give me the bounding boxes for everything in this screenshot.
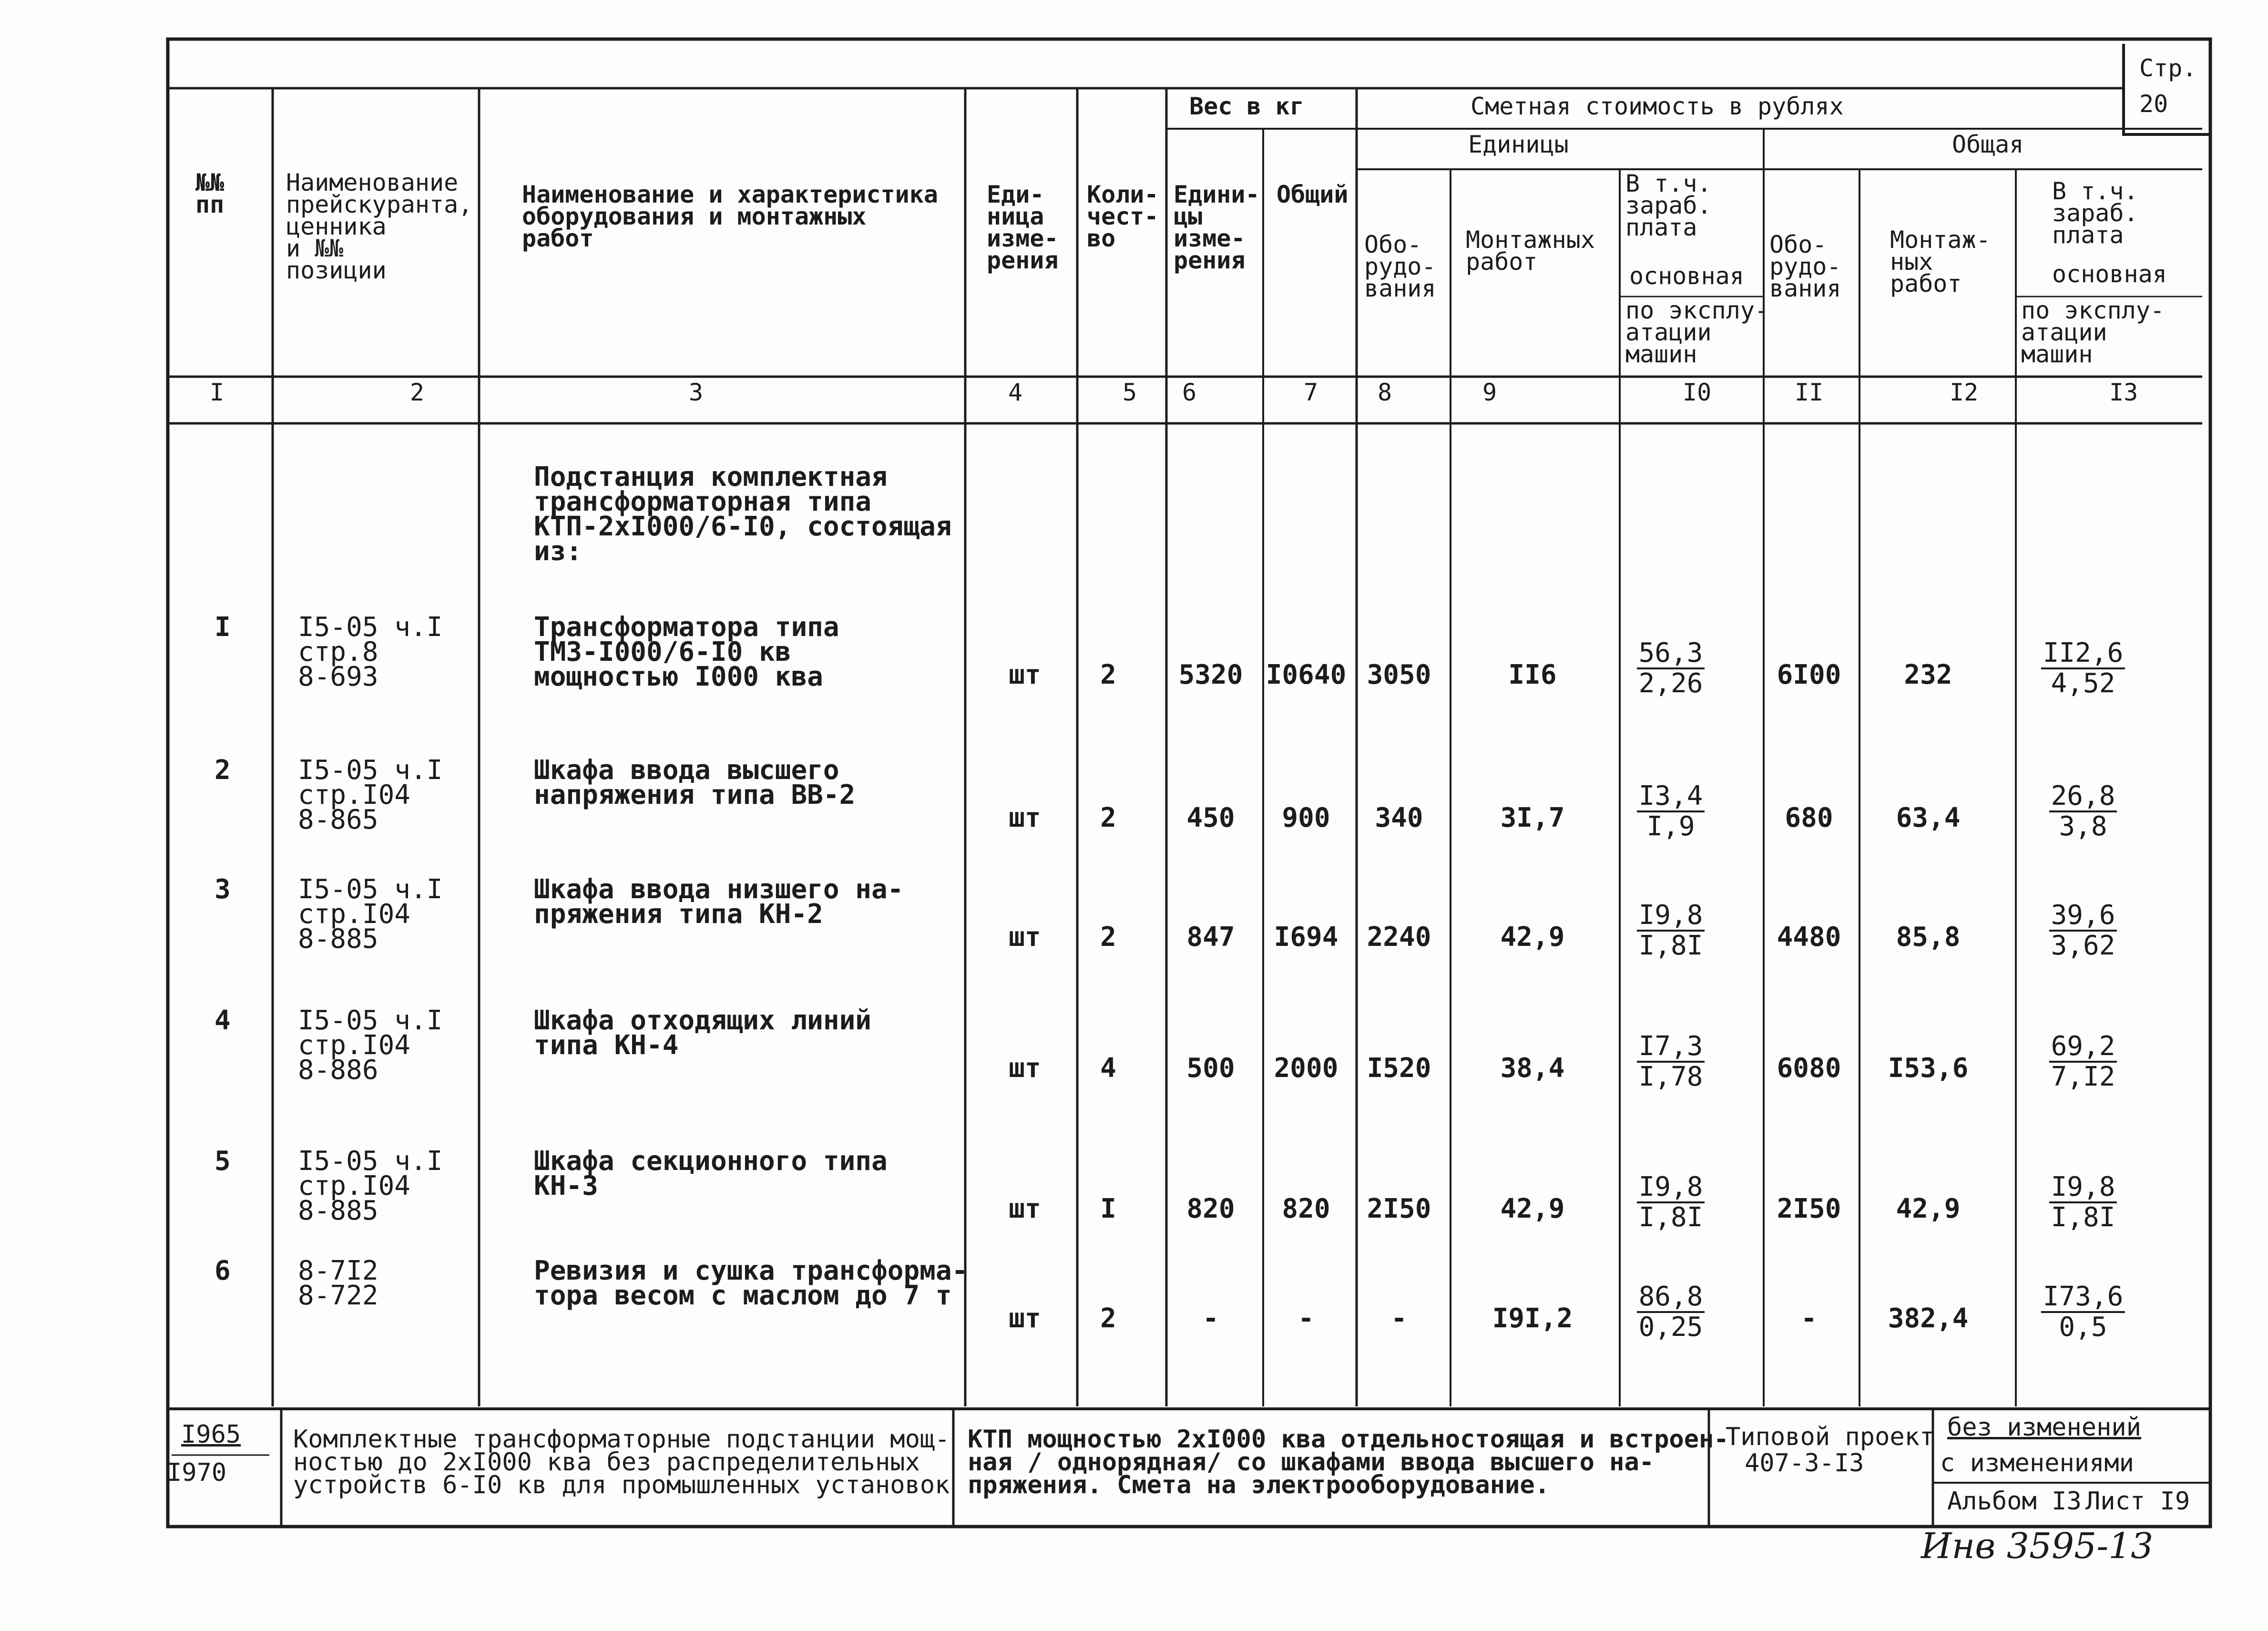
row-reference: I5-05 ч.I стр.I04 8-886 [298,1005,443,1086]
row-total-equipment: 4480 [1777,922,1841,953]
row-total-pay-fraction [2031,901,2135,960]
row-total-equipment: 6080 [1777,1053,1841,1084]
row-unit-pay-fraction [1618,901,1723,960]
row-unit-mounting: 42,9 [1500,1193,1565,1224]
column-number: 8 [1378,379,1392,406]
row-total-pay-fraction [2031,782,2135,841]
column-number: II [1795,379,1824,406]
column-number: 2 [410,379,425,406]
column-number: 9 [1482,379,1497,406]
row-unit-pay-basic: 86,8 [1637,1282,1705,1313]
row-reference: 8-7I2 8-722 [298,1255,378,1311]
row-total-pay-machines: 3,8 [2059,811,2107,842]
column-number: 4 [1008,379,1023,406]
row-total-pay-machines: 0,5 [2059,1312,2107,1343]
row-quantity: 2 [1100,922,1116,953]
row-unit-equipment: 3050 [1367,659,1431,690]
row-unit-pay-basic: I9,8 [1637,901,1705,932]
stamp-album: Альбом I3 [1947,1487,2082,1516]
row-name: Шкафа отходящих линий типа КН-4 [534,1005,872,1061]
row-total-pay-fraction [2031,1032,2135,1091]
header-col13-top: В т.ч. зараб. плата [2052,177,2138,249]
header-col6: Едини- цы изме- рения [1174,181,1260,274]
inventory-number: Инв 3595-13 [1921,1526,2154,1567]
header-col8: Обо- рудо- вания [1364,231,1436,302]
stamp-year1: I965 [181,1420,241,1449]
header-col4: Еди- ница изме- рения [987,181,1059,274]
row-weight-unit: 5320 [1178,659,1243,690]
column-number: I3 [2109,379,2138,406]
row-weight-total: I0640 [1266,659,1347,690]
stamp-title1: Комплектные трансформаторные подстанции мощ- ностью до 2хI000 ква без распределительных устройств 6-I0 кв для промышленных установок [293,1425,950,1499]
group-title: Подстанция комплектная трансформаторная типа КТП-2хI000/6-I0, состоящая из: [534,462,952,567]
row-quantity: I [1100,1193,1116,1224]
row-total-pay-basic: II2,6 [2041,639,2125,669]
row-weight-unit: 450 [1186,802,1235,833]
row-total-mounting: 42,9 [1896,1193,1961,1224]
row-unit-pay-basic: 56,3 [1637,639,1705,669]
stamp-year2: I970 [167,1458,227,1487]
header-col3: Наименование и характеристика оборудования и монтажных работ [522,181,938,252]
row-unit-pay-basic: I3,4 [1637,782,1705,812]
row-unit-mounting: 3I,7 [1500,802,1565,833]
column-number: I0 [1683,379,1712,406]
page-label: Стр. [2139,54,2197,82]
row-unit-pay-machines: I,8I [1638,930,1703,961]
row-unit-pay-fraction [1618,1173,1723,1232]
row-total-equipment: 6I00 [1777,659,1841,690]
column-number: 5 [1123,379,1137,406]
stamp-project-number: 407-3-I3 [1745,1449,1864,1477]
header-weight-group: Вес в кг [1189,92,1304,120]
header-total-group: Общая [1952,131,2024,158]
header-col12: Монтаж- ных работ [1890,226,1991,297]
row-name: Трансформатора типа ТМЗ-I000/6-I0 кв мощностью I000 ква [534,612,839,692]
row-total-pay-machines: 3,62 [2051,930,2115,961]
row-quantity: 2 [1100,659,1116,690]
header-unit-group: Единицы [1468,131,1569,158]
row-unit-equipment: - [1391,1303,1407,1334]
row-unit-pay-fraction [1618,1032,1723,1091]
row-unit-mounting: 38,4 [1500,1053,1565,1084]
row-quantity: 2 [1100,802,1116,833]
row-total-pay-basic: I73,6 [2041,1282,2125,1313]
header-col9: Монтажных работ [1466,226,1595,276]
row-total-pay-fraction [2031,639,2135,698]
row-total-pay-basic: I9,8 [2049,1173,2117,1203]
row-total-pay-machines: I,8I [2051,1202,2115,1233]
stamp-changes: без изменений [1947,1413,2141,1442]
row-name: Шкафа ввода низшего на- пряжения типа КН-2 [534,874,904,930]
row-reference: I5-05 ч.I стр.I04 8-885 [298,874,443,954]
row-reference: I5-05 ч.I стр.I04 8-885 [298,1146,443,1226]
row-name: Шкафа ввода высшего напряжения типа ВВ-2 [534,755,856,810]
header-col2: Наименование прейскуранта, ценника и №№ позиции [286,169,473,284]
row-unit: шт [1009,1193,1041,1224]
header-col5: Коли- чест- во [1087,181,1159,252]
row-unit: шт [1009,1303,1041,1334]
row-weight-total: 820 [1282,1193,1330,1224]
row-weight-total: 2000 [1274,1053,1338,1084]
row-unit-equipment: I520 [1367,1053,1431,1084]
row-total-mounting: 85,8 [1896,922,1961,953]
row-weight-total: 900 [1282,802,1330,833]
row-name: Ревизия и сушка трансформа- тора весом с маслом до 7 т [534,1255,968,1311]
row-unit-mounting: I9I,2 [1492,1303,1573,1334]
row-unit-pay-fraction [1618,1282,1723,1342]
row-total-pay-basic: 39,6 [2049,901,2117,932]
row-total-pay-basic: 69,2 [2049,1032,2117,1063]
row-unit-pay-fraction [1618,782,1723,841]
row-total-equipment: - [1801,1303,1817,1334]
row-total-mounting: 382,4 [1888,1303,1969,1334]
row-quantity: 2 [1100,1303,1116,1334]
row-unit-pay-machines: 0,25 [1638,1312,1703,1343]
row-reference: I5-05 ч.I стр.8 8-693 [298,612,443,692]
row-unit-pay-fraction [1618,639,1723,698]
page-number: 20 [2139,90,2168,118]
row-unit-pay-machines: 2,26 [1638,668,1703,699]
row-total-pay-machines: 7,I2 [2051,1061,2115,1092]
row-reference: I5-05 ч.I стр.I04 8-865 [298,755,443,835]
row-unit-equipment: 2I50 [1367,1193,1431,1224]
row-total-pay-fraction [2031,1173,2135,1232]
header-col13-bot: по эксплу- атации машин [2021,297,2165,368]
column-number: I [210,379,225,406]
row-total-mounting: 232 [1904,659,1952,690]
column-number: 3 [689,379,704,406]
row-unit: шт [1009,802,1041,833]
stamp-title2: КТП мощностью 2хI000 ква отдельностоящая и встроен- ная / однорядная/ со шкафами ввода высшего на- пряжения. Смета на электрооборудование. [968,1425,1729,1499]
stamp-project-label: Типовой проект [1726,1423,1935,1451]
row-unit-pay-basic: I9,8 [1637,1173,1705,1203]
row-weight-unit: 500 [1186,1053,1235,1084]
row-unit-equipment: 340 [1375,802,1423,833]
row-total-mounting: I53,6 [1888,1053,1969,1084]
row-unit: шт [1009,659,1041,690]
row-total-equipment: 2I50 [1777,1193,1841,1224]
header-col11: Обо- рудо- вания [1769,231,1841,302]
row-unit-pay-machines: I,9 [1646,811,1695,842]
row-number: 6 [215,1255,231,1286]
row-unit: шт [1009,1053,1041,1084]
column-number: I2 [1950,379,1979,406]
row-name: Шкафа секционного типа КН-3 [534,1146,888,1201]
row-unit-pay-basic: I7,3 [1637,1032,1705,1063]
stamp-changes2: с изменениями [1940,1449,2134,1477]
header-col7: Общий [1277,181,1349,208]
row-unit-equipment: 2240 [1367,922,1431,953]
row-total-pay-fraction [2031,1282,2135,1342]
row-unit-mounting: II6 [1508,659,1557,690]
row-unit-mounting: 42,9 [1500,922,1565,953]
row-weight-total: - [1298,1303,1314,1334]
header-col10-bot: по эксплу- атации машин [1625,297,1769,368]
column-number: 6 [1182,379,1197,406]
row-number: I [215,612,231,643]
row-quantity: 4 [1100,1053,1116,1084]
row-total-mounting: 63,4 [1896,802,1961,833]
row-total-pay-basic: 26,8 [2049,782,2117,812]
header-col10-mid: основная [1629,262,1744,290]
header-col1: №№ пп [195,169,225,218]
row-total-equipment: 680 [1785,802,1833,833]
header-col10-top: В т.ч. зараб. плата [1625,170,1712,241]
row-number: 2 [215,755,231,786]
row-unit: шт [1009,922,1041,953]
row-number: 4 [215,1005,231,1036]
header-col13-mid: основная [2052,260,2167,288]
row-number: 3 [215,874,231,905]
row-weight-unit: - [1203,1303,1219,1334]
row-weight-unit: 820 [1186,1193,1235,1224]
stamp-sheet: Лист I9 [2085,1487,2190,1516]
column-number: 7 [1304,379,1318,406]
row-unit-pay-machines: I,8I [1638,1202,1703,1233]
row-number: 5 [215,1146,231,1177]
row-weight-unit: 847 [1186,922,1235,953]
row-unit-pay-machines: I,78 [1638,1061,1703,1092]
row-total-pay-machines: 4,52 [2051,668,2115,699]
header-cost-group: Сметная стоимость в рублях [1471,92,1844,120]
row-weight-total: I694 [1274,922,1338,953]
